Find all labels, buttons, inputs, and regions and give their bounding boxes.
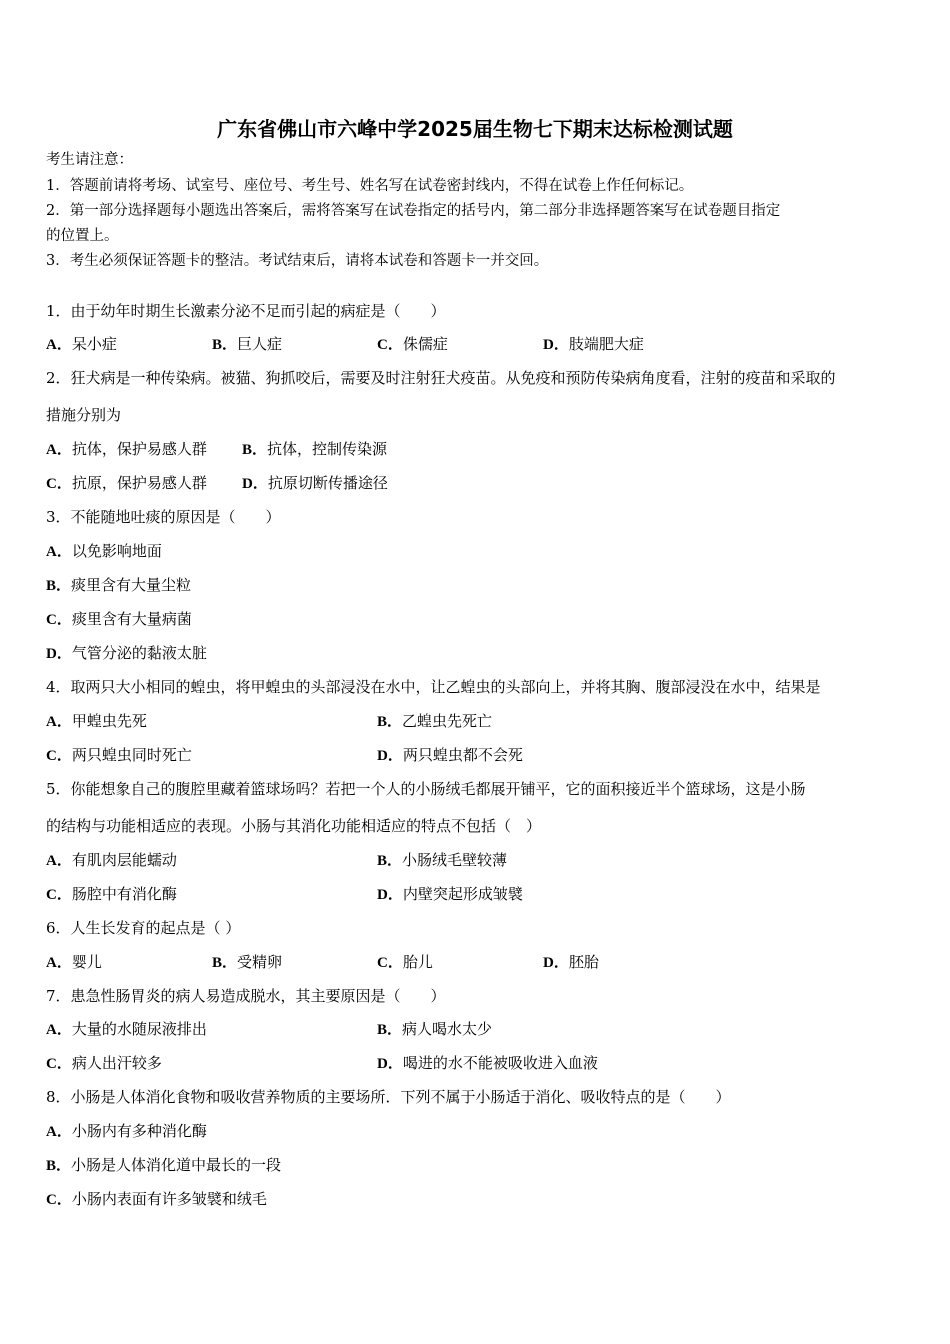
question-5-stem-cont: 的结构与功能相适应的表现。小肠与其消化功能相适应的特点不包括（ ） (46, 817, 542, 835)
q1-option-d[interactable]: D．肢端肥大症 (543, 335, 644, 353)
question-5-stem: 5．你能想象自己的腹腔里藏着篮球场吗？若把一个人的小肠绒毛都展开铺平，它的面积接近半个篮球场，这是小肠 (46, 780, 806, 798)
q6-option-c[interactable]: C．胎儿 (377, 953, 433, 971)
question-2-stem-cont: 措施分别为 (46, 406, 122, 424)
q4-option-b[interactable]: B．乙蝗虫先死亡 (377, 712, 493, 730)
q3-option-c[interactable]: C．痰里含有大量病菌 (46, 610, 192, 628)
question-8-stem: 8．小肠是人体消化食物和吸收营养物质的主要场所．下列不属于小肠适于消化、吸收特点的是（ ） (46, 1088, 731, 1106)
q1-option-b[interactable]: B．巨人症 (212, 335, 283, 353)
q3-option-b[interactable]: B．痰里含有大量尘粒 (46, 576, 192, 594)
q4-option-a[interactable]: A．甲蝗虫先死 (46, 712, 147, 730)
q5-option-b[interactable]: B．小肠绒毛壁较薄 (377, 851, 508, 869)
q8-option-b[interactable]: B．小肠是人体消化道中最长的一段 (46, 1156, 282, 1174)
notice-item: 1．答题前请将考场、试室号、座位号、考生号、姓名写在试卷密封线内，不得在试卷上作任何标记。 (46, 178, 694, 194)
question-1-stem: 1．由于幼年时期生长激素分泌不足而引起的病症是（ ） (46, 302, 446, 320)
q7-option-c[interactable]: C．病人出汗较多 (46, 1054, 162, 1072)
q7-option-a[interactable]: A．大量的水随尿液排出 (46, 1020, 207, 1038)
q1-option-c[interactable]: C．侏儒症 (377, 335, 448, 353)
q6-option-d[interactable]: D．胚胎 (543, 953, 599, 971)
q4-option-c[interactable]: C．两只蝗虫同时死亡 (46, 746, 192, 764)
notice-item: 的位置上。 (46, 228, 119, 244)
question-3-stem: 3．不能随地吐痰的原因是（ ） (46, 508, 281, 526)
q7-option-b[interactable]: B．病人喝水太少 (377, 1020, 493, 1038)
q5-option-c[interactable]: C．肠腔中有消化酶 (46, 885, 177, 903)
question-6-stem: 6．人生长发育的起点是（ ） (46, 919, 241, 937)
notice-item: 3．考生必须保证答题卡的整洁。考试结束后，请将本试卷和答题卡一并交回。 (46, 253, 549, 269)
question-7-stem: 7．患急性肠胃炎的病人易造成脱水，其主要原因是（ ） (46, 987, 446, 1005)
q2-option-b[interactable]: B．抗体，控制传染源 (242, 440, 388, 458)
page-title: 广东省佛山市六峰中学2025届生物七下期末达标检测试题 (217, 117, 733, 141)
q5-option-a[interactable]: A．有肌肉层能蠕动 (46, 851, 177, 869)
q2-option-a[interactable]: A．抗体，保护易感人群 (46, 440, 207, 458)
q4-option-d[interactable]: D．两只蝗虫都不会死 (377, 746, 523, 764)
q3-option-a[interactable]: A．以免影响地面 (46, 542, 162, 560)
q8-option-a[interactable]: A．小肠内有多种消化酶 (46, 1122, 207, 1140)
q5-option-d[interactable]: D．内壁突起形成皱襞 (377, 885, 523, 903)
q8-option-c[interactable]: C．小肠内表面有许多皱襞和绒毛 (46, 1190, 267, 1208)
q3-option-d[interactable]: D．气管分泌的黏液太脏 (46, 644, 207, 662)
question-4-stem: 4．取两只大小相同的蝗虫，将甲蝗虫的头部浸没在水中，让乙蝗虫的头部向上，并将其胸、腹部浸没在水中，结果是 (46, 678, 821, 696)
notice-heading: 考生请注意： (46, 152, 133, 168)
question-2-stem: 2．狂犬病是一种传染病。被猫、狗抓咬后，需要及时注射狂犬疫苗。从免疫和预防传染病角度看，注射的疫苗和采取的 (46, 369, 836, 387)
q6-option-b[interactable]: B．受精卵 (212, 953, 283, 971)
notice-item: 2．第一部分选择题每小题选出答案后，需将答案写在试卷指定的括号内，第二部分非选择题答案写在试卷题目指定 (46, 203, 781, 219)
q2-option-c[interactable]: C．抗原，保护易感人群 (46, 474, 207, 492)
q1-option-a[interactable]: A．呆小症 (46, 335, 117, 353)
q2-option-d[interactable]: D．抗原切断传播途径 (242, 474, 388, 492)
q7-option-d[interactable]: D．喝进的水不能被吸收进入血液 (377, 1054, 598, 1072)
q6-option-a[interactable]: A．婴儿 (46, 953, 102, 971)
